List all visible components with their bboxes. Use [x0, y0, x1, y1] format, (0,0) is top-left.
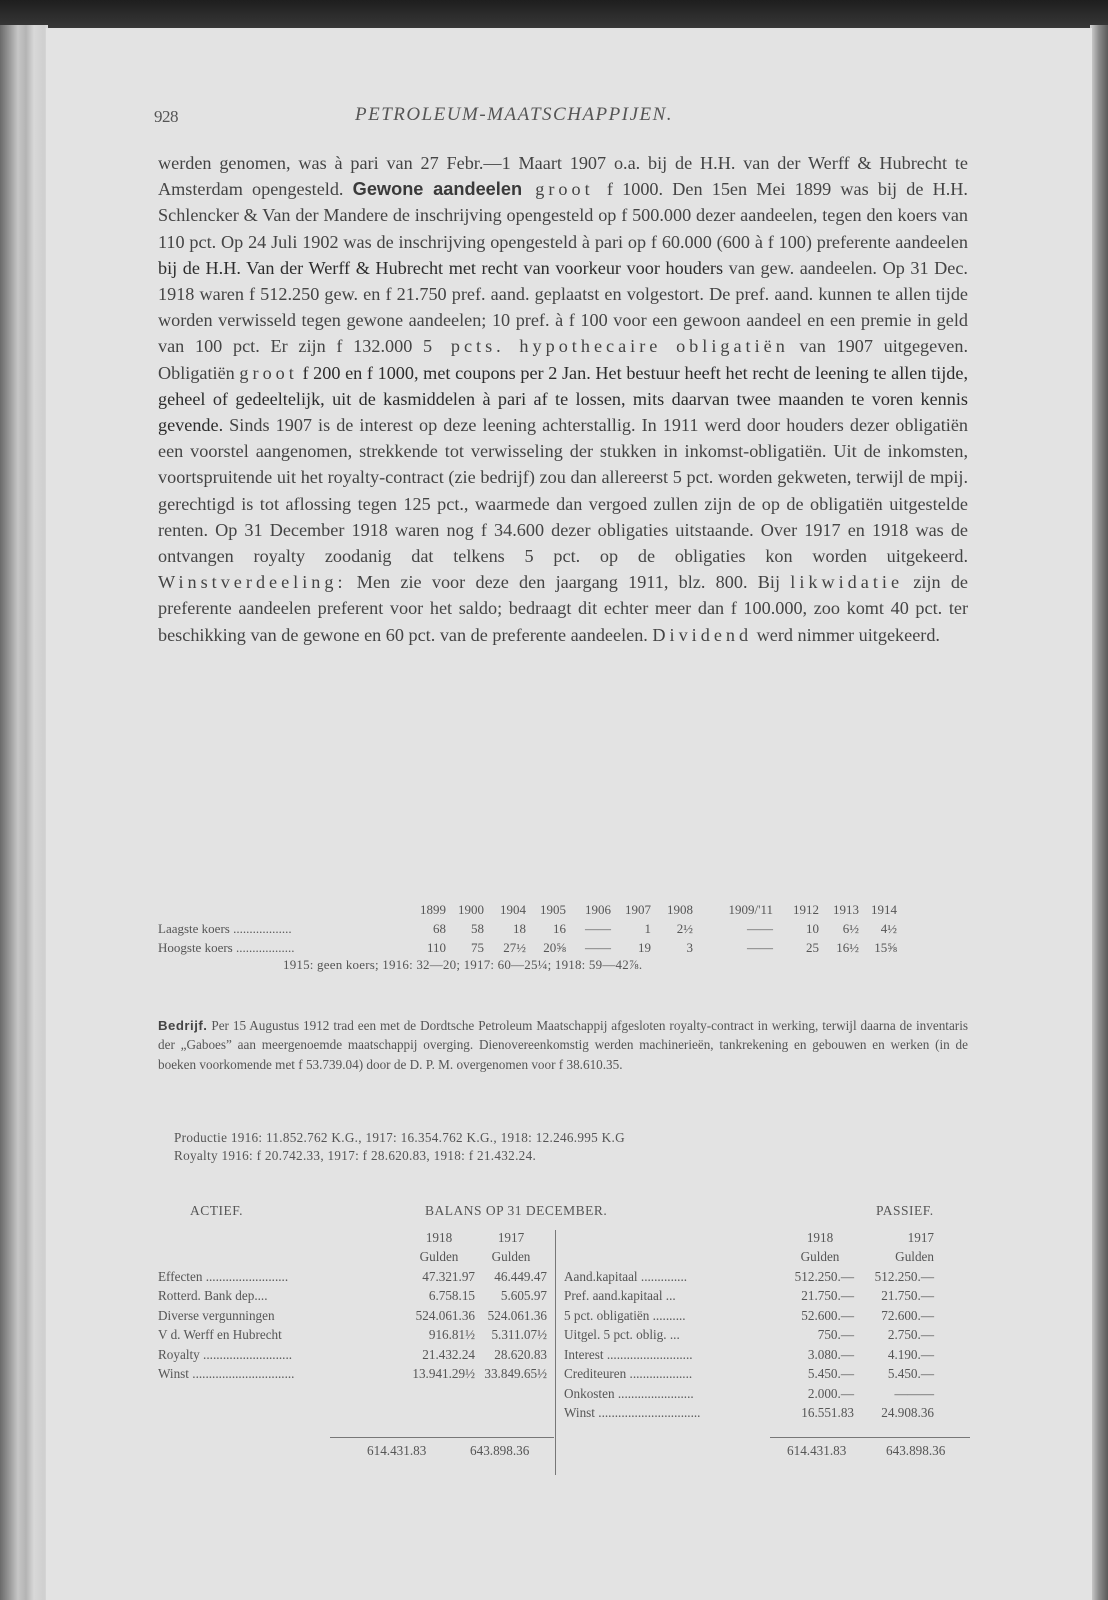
value-cell: 16 — [553, 920, 566, 936]
value-1917: ——— — [894, 1385, 934, 1401]
value-cell: 10 — [806, 920, 819, 936]
value-1917: 21.750.— — [881, 1288, 934, 1304]
koersen-row-hoogste — [158, 938, 897, 957]
value-cell: —— — [585, 939, 611, 955]
year-cell: 1904 — [500, 901, 526, 917]
text-segment: Sinds 1907 is de interest op deze leening achterstallig. In 1911 werd door houders dezer obligatiën een voorstel aangenomen, strekkende tot verwisseling der stukken in inkomst-obligatiën. Uit de inkomsten, voortspruitende uit het royalty-contract (zie bedrijf) zou dan allereerst 5 pct. worden gekweten, terwijl de mpij. gerechtigd is tot aflossing tegen 125 pct., waarmede dan vergoed zullen zijn de op de obligatiën uitgestelde renten. Op 31 December 1918 waren nog f 34.600 dezer obligaties uitstaande. Over 1917 en 1918 was de ontvangen royalty zoodanig dat telkens 5 pct. op de obligaties kon worden uitgekeerd. — [158, 415, 968, 567]
value-cell: 4½ — [880, 920, 897, 936]
currency-header-row — [564, 1248, 934, 1268]
value-cell: 6½ — [842, 920, 859, 936]
text-segment: f 1000. Den 15en Mei 1899 was bij de H.H. Schlencker & Van der Mandere de inschrijving opengesteld op f 500.000 dezer aandeelen, tegen den koers van 110 pct. Op 24 Juli 1902 was de inschrijving opengesteld à pari op f 60.000 (600 à f 100) preferente aandeelen — [158, 179, 968, 252]
passief-row — [564, 1306, 934, 1326]
year-cell: 1900 — [458, 901, 484, 917]
productie-line: Productie 1916: 11.852.762 K.G., 1917: 16.354.762 K.G., 1918: 12.246.995 K.G — [174, 1130, 625, 1145]
section-keyword-gewone-aandeelen: Gewone aandeelen — [352, 179, 523, 200]
currency-header: Gulden — [800, 1249, 840, 1265]
value-1917: 5.311.07½ — [491, 1327, 547, 1343]
koersen-note: 1915: geen koers; 1916: 32—20; 1917: 60—25¼; 1918: 59—42⅞. — [283, 957, 643, 972]
year-header-row — [564, 1228, 934, 1248]
actief-row — [158, 1267, 547, 1287]
value-1918: 52.600.— — [801, 1307, 854, 1323]
value-1917: 46.449.47 — [494, 1268, 547, 1284]
value-cell: 110 — [426, 939, 446, 955]
year-cell: 1908 — [667, 901, 693, 917]
value-1917: 524.061.36 — [487, 1307, 547, 1323]
value-1918: 13.941.29½ — [412, 1366, 475, 1382]
actief-table — [158, 1228, 547, 1384]
value-1918: 2.000.— — [807, 1385, 854, 1401]
text-segment: Men zie voor deze den jaargang 1911, blz. 800. Bij — [346, 572, 791, 593]
passief-row — [564, 1267, 934, 1287]
value-cell: 3 — [686, 939, 693, 955]
text-segment: van 1907 uitgegeven. Obligatiën — [158, 336, 968, 383]
value-cell: 75 — [471, 939, 484, 955]
book-spine-edge — [0, 25, 48, 1600]
year-cell: 1913 — [833, 901, 859, 917]
row-label: Winst ............................... — [564, 1405, 701, 1421]
value-1918: 512.250.— — [794, 1268, 854, 1284]
row-label: 5 pct. obligatiën .......... — [564, 1307, 686, 1323]
actief-row — [158, 1306, 547, 1326]
row-label: Hoogste koers .................. — [158, 939, 295, 955]
value-cell: 19 — [638, 939, 651, 955]
row-label: Interest .......................... — [564, 1346, 693, 1362]
currency-header: Gulden — [491, 1249, 531, 1265]
page-right-edge — [1090, 25, 1108, 1600]
value-1918: 3.080.— — [807, 1346, 854, 1362]
passief-row — [564, 1326, 934, 1346]
value-cell: 1 — [644, 920, 651, 936]
passief-heading: PASSIEF. — [876, 1203, 934, 1218]
value-cell: 16½ — [836, 939, 859, 955]
value-1917: 4.190.— — [887, 1346, 934, 1362]
running-title: PETROLEUM-MAATSCHAPPIJEN. — [355, 104, 674, 125]
row-label: V d. Werff en Hubrecht — [158, 1327, 282, 1343]
value-1917: 512.250.— — [874, 1268, 934, 1284]
value-1918: 21.750.— — [801, 1288, 854, 1304]
spaced-text: 5 pcts. hypothecaire obligatiën — [423, 336, 789, 357]
royalty-line: Royalty 1916: f 20.742.33, 1917: f 28.620.83, 1918: f 21.432.24. — [174, 1148, 537, 1163]
actief-total-1918: 614.431.83 — [367, 1443, 427, 1458]
passief-total-1918: 614.431.83 — [787, 1443, 847, 1458]
scan-top-shadow — [0, 0, 1108, 30]
passief-row — [564, 1345, 934, 1365]
value-cell: 68 — [433, 920, 446, 936]
value-cell: —— — [747, 920, 773, 936]
bedrijf-text: Per 15 Augustus 1912 trad een met de Dordtsche Petroleum Maatschappij afgesloten royalty-contract in werking, terwijl daarna de inventaris der „Gaboes” aan meergenoemde maatschappij overging. Dienovereenkomstig werden machinerieën, tankrekening en gebouwen en werken (in de boeken voorkomende met f 53.739.04) door de D. P. M. overgenomen voor f 38.610.35. — [158, 1018, 968, 1072]
year-header: 1917 — [497, 1229, 525, 1245]
value-1917: 5.605.97 — [500, 1288, 547, 1304]
value-1918: 916.81½ — [428, 1327, 475, 1343]
column-divider — [555, 1230, 556, 1475]
year-header: 1918 — [806, 1229, 834, 1245]
spaced-text: groot — [522, 179, 607, 200]
row-label: Winst ............................... — [158, 1366, 295, 1382]
passief-row — [564, 1384, 934, 1404]
year-cell: 1914 — [871, 901, 897, 917]
year-cell: 1907 — [625, 901, 651, 917]
value-1917: 28.620.83 — [494, 1346, 547, 1362]
value-cell: 20⅝ — [543, 939, 566, 955]
row-label: Pref. aand.kapitaal ... — [564, 1288, 676, 1304]
passief-row — [564, 1287, 934, 1307]
value-cell: 27½ — [503, 939, 526, 955]
value-cell: 25 — [806, 939, 819, 955]
value-1918: 16.551.83 — [801, 1405, 854, 1421]
koersen-table — [158, 900, 968, 973]
value-cell: 58 — [471, 920, 484, 936]
actief-row — [158, 1365, 547, 1385]
value-1918: 5.450.— — [807, 1366, 854, 1382]
currency-header: Gulden — [419, 1249, 459, 1265]
row-label: Laagste koers .................. — [158, 920, 292, 936]
passief-table — [564, 1228, 934, 1423]
text-segment: werden genomen, was à pari van 27 Febr.—1 Maart 1907 o.a. bij de H.H. van der Werff & Hubrecht te Amsterdam opengesteld. — [158, 153, 968, 200]
value-1917: 72.600.— — [881, 1307, 934, 1323]
row-label: Effecten ......................... — [158, 1268, 289, 1284]
passief-sum-rule — [770, 1437, 970, 1438]
passief-row — [564, 1365, 934, 1385]
year-cell: 1912 — [793, 901, 819, 917]
actief-total-1917: 643.898.36 — [470, 1443, 530, 1458]
value-cell: 15⅝ — [874, 939, 897, 955]
value-1917: 5.450.— — [887, 1366, 934, 1382]
value-1918: 750.— — [817, 1327, 854, 1343]
actief-row — [158, 1287, 547, 1307]
year-cell: 1909/'11 — [728, 901, 773, 917]
year-header: 1918 — [425, 1229, 453, 1245]
value-cell: 2½ — [676, 920, 693, 936]
year-header-row — [158, 1228, 547, 1248]
actief-sum-rule — [330, 1437, 554, 1438]
row-label: Royalty ........................... — [158, 1346, 293, 1362]
value-1918: 524.061.36 — [415, 1307, 475, 1323]
actief-heading: ACTIEF. — [190, 1203, 244, 1218]
spaced-keyword-dividend: Dividend — [652, 624, 753, 645]
value-cell: 18 — [513, 920, 526, 936]
balans-title: BALANS OP 31 DECEMBER. — [425, 1203, 608, 1218]
actief-row — [158, 1326, 547, 1346]
row-label: Crediteuren ................... — [564, 1366, 693, 1382]
text-segment: werd nimmer uitgekeerd. — [752, 624, 940, 645]
value-1918: 6.758.15 — [428, 1288, 475, 1304]
year-header: 1917 — [907, 1229, 934, 1245]
passief-total-1917: 643.898.36 — [886, 1443, 946, 1458]
year-cell: 1905 — [540, 901, 566, 917]
page-number: 928 — [154, 107, 178, 126]
row-label: Diverse vergunningen — [158, 1307, 275, 1323]
text-segment: bij de H.H. Van der Werff & Hubrecht met recht van voorkeur voor houders — [158, 257, 724, 278]
text-segment: f 200 en f 1000, met coupons per 2 Jan. Het bestuur heeft het recht de leening te allen tijde, geheel of gedeeltelijk, uit de kasmiddelen à pari af te lossen, mits daarvan twee maanden te voren kennis gevende. — [158, 362, 968, 436]
row-label: Rotterd. Bank dep.... — [158, 1288, 268, 1304]
spaced-keyword-likwidatie: likwidatie — [790, 572, 904, 593]
value-1918: 47.321.97 — [422, 1268, 475, 1284]
value-1917: 2.750.— — [887, 1327, 934, 1343]
row-label: Onkosten ....................... — [564, 1385, 694, 1401]
text-segment: van gew. aandeelen. Op 31 Dec. 1918 waren f 512.250 gew. en f 21.750 pref. aand. geplaatst en volgestort. De pref. aand. kunnen te allen tijde worden verwisseld tegen gewone aandeelen; 10 pref. à f 100 voor een gewoon aandeel en een premie in geld van 100 pct. Er zijn f 132.000 — [158, 257, 968, 357]
passief-row — [564, 1404, 934, 1424]
row-label: Uitgel. 5 pct. oblig. ... — [564, 1327, 680, 1343]
year-cell: 1899 — [420, 901, 446, 917]
row-label: Aand.kapitaal .............. — [564, 1268, 688, 1284]
bedrijf-heading: Bedrijf. — [158, 1018, 208, 1033]
bedrijf-paragraph — [158, 1016, 968, 1074]
actief-row — [158, 1345, 547, 1365]
currency-header-row — [158, 1248, 547, 1268]
currency-header: Gulden — [895, 1249, 934, 1265]
value-1917: 24.908.36 — [881, 1405, 934, 1421]
body-paragraph — [158, 150, 968, 648]
spaced-keyword-winstverdeeling: Winstverdeeling: — [158, 572, 347, 593]
text-segment: zijn de preferente aandeelen preferent voor het saldo; bedraagt dit echter meer dan f 100.000, zoo komt 40 pct. ter beschikking van de gewone en 60 pct. van de preferente aandeelen. — [158, 572, 968, 645]
value-1918: 21.432.24 — [422, 1346, 475, 1362]
koersen-year-row — [158, 900, 897, 919]
spaced-text: groot — [239, 362, 298, 383]
year-cell: 1906 — [585, 901, 611, 917]
productie-block — [174, 1129, 625, 1165]
value-1917: 33.849.65½ — [484, 1366, 547, 1382]
koersen-row-laagste — [158, 919, 897, 938]
value-cell: —— — [585, 920, 611, 936]
value-cell: —— — [747, 939, 773, 955]
